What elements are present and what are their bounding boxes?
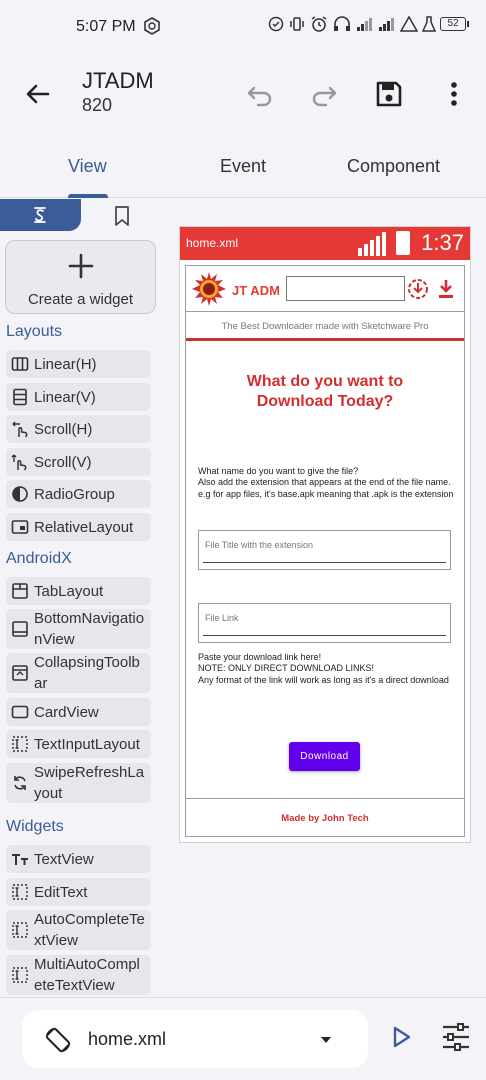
preview-status-bar xyxy=(180,227,470,260)
status-time: 5:07 PM xyxy=(76,18,136,35)
text-input-layout-icon xyxy=(11,735,29,753)
preview-footer-divider xyxy=(186,798,464,799)
preview-url-input[interactable] xyxy=(286,276,405,301)
palette-icon xyxy=(33,206,47,224)
preview-heading: What do you want to Download Today? xyxy=(246,373,404,410)
tab-component[interactable]: Component xyxy=(347,156,441,176)
vibrate-icon xyxy=(288,16,306,32)
widget-swipe-refresh-layout[interactable]: SwipeRefreshLayout xyxy=(6,763,151,803)
back-arrow-icon[interactable] xyxy=(22,78,54,110)
widget-palette xyxy=(0,232,160,997)
refresh-icon xyxy=(11,774,29,792)
section-title-layouts: Layouts xyxy=(6,323,63,340)
bottom-navigation-icon xyxy=(11,620,29,638)
widget-text-view[interactable]: TextView xyxy=(6,845,151,873)
widget-text-input-layout[interactable]: TextInputLayout xyxy=(6,730,151,758)
swipe-vertical-icon xyxy=(11,453,29,471)
status-bar xyxy=(0,0,486,54)
preview-tagline: The Best Downloader made with Sketchware Pro xyxy=(221,321,429,332)
file-title-field[interactable] xyxy=(198,530,451,570)
plus-icon xyxy=(68,253,94,279)
file-link-field[interactable] xyxy=(198,603,451,643)
flask-icon xyxy=(422,16,436,32)
design-preview[interactable] xyxy=(179,226,471,843)
warning-icon xyxy=(400,16,418,32)
app-bar xyxy=(0,54,486,140)
widget-edit-text[interactable]: EditText xyxy=(6,878,151,906)
widget-auto-complete-text-view[interactable]: AutoCompleteTextView xyxy=(6,910,151,950)
linear-horizontal-icon xyxy=(11,355,29,373)
chevron-down-icon xyxy=(318,1032,334,1048)
section-title-androidx: AndroidX xyxy=(6,550,72,567)
preview-footer: Made by John Tech xyxy=(281,813,369,824)
file-title-placeholder: File Title with the extension xyxy=(205,540,314,550)
download-button[interactable]: Download xyxy=(289,742,360,771)
check-circle-icon xyxy=(268,16,284,32)
project-id: 820 xyxy=(82,95,113,115)
alarm-icon xyxy=(310,15,328,33)
widget-card-view[interactable]: CardView xyxy=(6,698,151,726)
bottom-bar xyxy=(0,997,486,1080)
widget-tab-layout[interactable]: TabLayout xyxy=(6,577,151,605)
create-widget-button[interactable] xyxy=(5,240,156,314)
run-icon[interactable] xyxy=(388,1024,414,1050)
palette-widgets-toggle[interactable] xyxy=(0,199,81,231)
section-title-widgets: Widgets xyxy=(6,818,64,835)
widget-relative-layout[interactable]: RelativeLayout xyxy=(6,513,151,541)
collapsing-toolbar-icon xyxy=(11,664,29,682)
download-circle-icon[interactable] xyxy=(407,278,429,300)
project-title: JTADM xyxy=(82,68,154,93)
preview-instructions: What name do you want to give the file? Also add the extension that appears at the end of the file name. e.g for app files, it's base.apk meaning that .apk is the extension xyxy=(198,466,454,499)
app-logo-icon xyxy=(192,272,226,306)
preview-screen xyxy=(185,265,465,837)
file-link-placeholder: File Link xyxy=(205,613,239,623)
undo-icon[interactable] xyxy=(244,78,276,110)
tab-event[interactable]: Event xyxy=(220,156,267,176)
preview-divider xyxy=(186,338,464,341)
relative-layout-icon xyxy=(11,518,29,536)
preview-note: Paste your download link here! NOTE: ONLY DIRECT DOWNLOAD LINKS! Any format of the link will work as long as it's a direct download xyxy=(198,652,449,685)
tune-icon[interactable] xyxy=(440,1022,472,1052)
widget-bottom-navigation-view[interactable]: BottomNavigationView xyxy=(6,609,151,649)
create-widget-label: Create a widget xyxy=(27,291,134,308)
radio-group-icon xyxy=(11,485,29,503)
preview-brand: JT ADM xyxy=(232,283,280,298)
multi-auto-complete-icon xyxy=(11,966,29,984)
shield-icon xyxy=(144,17,160,35)
widget-radio-group[interactable]: RadioGroup xyxy=(6,480,151,508)
battery-icon: 52 xyxy=(440,17,466,31)
text-view-icon xyxy=(11,850,29,868)
editor-tabs xyxy=(0,140,486,198)
current-file-name: home.xml xyxy=(88,1029,167,1049)
preview-file-name: home.xml xyxy=(186,236,239,250)
redo-icon[interactable] xyxy=(308,78,340,110)
bookmark-icon[interactable] xyxy=(112,205,132,227)
preview-battery-icon xyxy=(396,231,410,255)
signal-icon xyxy=(356,16,374,32)
tab-view[interactable]: View xyxy=(68,156,107,176)
widget-linear-v[interactable]: Linear(V) xyxy=(6,383,151,411)
status-icons xyxy=(268,15,466,33)
file-selector[interactable] xyxy=(22,1010,368,1068)
card-view-icon xyxy=(11,703,29,721)
edit-text-icon xyxy=(11,883,29,901)
preview-signal-icon xyxy=(358,232,386,256)
preview-clock: 1:37 xyxy=(421,230,464,255)
save-icon[interactable] xyxy=(373,78,405,110)
screen-rotation-icon xyxy=(44,1026,72,1054)
linear-vertical-icon xyxy=(11,388,29,406)
headset-icon xyxy=(332,15,352,33)
widget-collapsing-toolbar[interactable]: CollapsingToolbar xyxy=(6,653,151,693)
widget-linear-h[interactable]: Linear(H) xyxy=(6,350,151,378)
signal-icon-2 xyxy=(378,16,396,32)
widget-scroll-h[interactable]: Scroll(H) xyxy=(6,415,151,443)
tab-layout-icon xyxy=(11,582,29,600)
tab-indicator xyxy=(68,194,108,198)
swipe-horizontal-icon xyxy=(11,420,29,438)
auto-complete-icon xyxy=(11,921,29,939)
widget-scroll-v[interactable]: Scroll(V) xyxy=(6,448,151,476)
preview-header xyxy=(186,266,464,312)
widget-multi-auto-complete-text-view[interactable]: MultiAutoCompleteTextView xyxy=(6,955,151,995)
download-icon[interactable] xyxy=(437,278,455,300)
more-vert-icon[interactable] xyxy=(438,78,470,110)
